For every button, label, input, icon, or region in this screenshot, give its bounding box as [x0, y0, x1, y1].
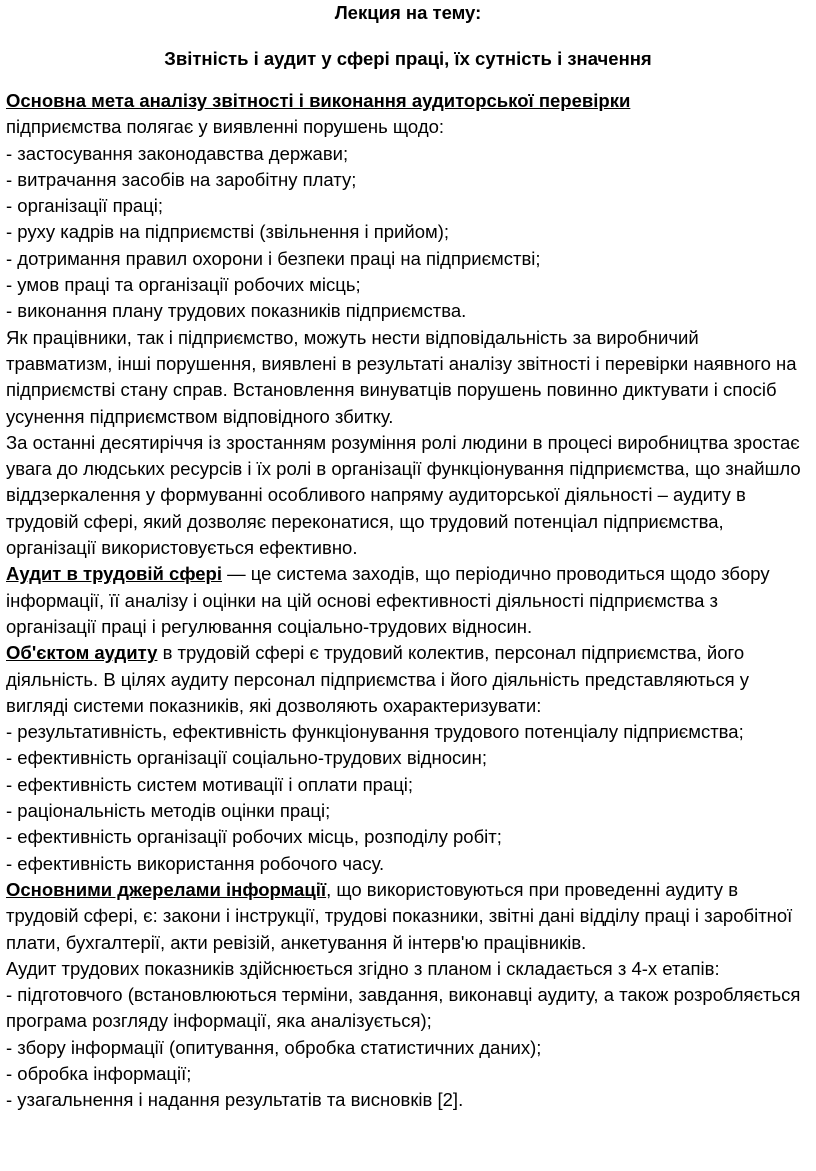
- list-item: - умов праці та організації робочих місць;: [6, 274, 361, 296]
- lecture-title: Лекция на тему:: [334, 2, 482, 23]
- term-info-sources: Основними джерелами інформації: [6, 878, 327, 900]
- info-sources-text: , що використовуються при проведенні аудиту в трудовій сфері, є: закони і інструкції, трудові показники, звітні дані відділу праці і заробітної плати, бухгалтерії, акти ревізій, анкетування й інтерв'ю працівників.: [6, 878, 793, 953]
- list-item: - підготовчого (встановлюються терміни, завдання, виконавці аудиту, а також розробляється програма розгляду інформації, яка аналізується);: [6, 984, 801, 1032]
- paragraph-human-resources: За останні десятиріччя із зростанням розуміння ролі людини в процесі виробництва зростає увага до людських ресурсів і їх ролі в організації функціонування підприємства, що знайшло віддзеркалення у формуванні особливого напряму аудиторської діяльності – аудиту в трудовій сфері, який дозволяє переконатися, що трудовий потенціал підприємства, організації використовується ефективно.: [6, 431, 801, 559]
- list-item: - руху кадрів на підприємстві (звільнення і прийом);: [6, 221, 450, 243]
- paragraph-audit-stages: Аудит трудових показників здійснюється згідно з планом і складається з 4-х етапів:: [6, 957, 720, 979]
- list-item: - виконання плану трудових показників підприємства.: [6, 300, 467, 322]
- list-item: - витрачання засобів на заробітну плату;: [6, 168, 357, 190]
- goal-intro: підприємства полягає у виявленні порушень щодо:: [6, 116, 445, 138]
- paragraph-audit-definition: [6, 561, 810, 640]
- list-item: - узагальнення і надання результатів та висновків [2].: [6, 1089, 464, 1111]
- audit-object-text: в трудовій сфері є трудовий колектив, персонал підприємства, його діяльність. В цілях аудиту персонал підприємства і його діяльність представляються у вигляді системи показників, які дозволяють охарактеризувати:: [6, 642, 749, 716]
- list-item: - раціональність методів оцінки праці;: [6, 800, 331, 822]
- list-item: - дотримання правил охорони і безпеки праці на підприємстві;: [6, 247, 541, 269]
- list-item: - ефективність організації робочих місць, розподілу робіт;: [6, 826, 502, 848]
- list-item: - ефективність використання робочого часу.: [6, 852, 385, 874]
- list-item: - застосування законодавства держави;: [6, 142, 349, 164]
- list-item: - обробка інформації;: [6, 1062, 192, 1084]
- section-heading-goal: [6, 88, 810, 114]
- goal-heading: Основна мета аналізу звітності і виконання аудиторської перевірки: [6, 90, 631, 111]
- lecture-subtitle: Звітність і аудит у сфері праці, їх сутність і значення: [164, 48, 652, 69]
- audit-definition-text: — це система заходів, що періодично проводиться щодо збору інформації, її аналізу і оцінки на цій основі ефективності діяльності підприємства з організації праці і регулювання соціально-трудових відносин.: [6, 563, 770, 637]
- list-item: - збору інформації (опитування, обробка статистичних даних);: [6, 1036, 542, 1058]
- list-item: - ефективність організації соціально-трудових відносин;: [6, 747, 487, 769]
- list-item: - ефективність систем мотивації і оплати праці;: [6, 773, 414, 795]
- document-body: [6, 88, 810, 1114]
- term-audit-object: Об'єктом аудиту: [6, 642, 158, 664]
- term-audit: Аудит в трудовій сфері: [6, 563, 222, 585]
- paragraph-info-sources: [6, 877, 810, 956]
- list-item: - результативність, ефективність функціонування трудового потенціалу підприємства;: [6, 721, 744, 743]
- list-item: - організації праці;: [6, 195, 164, 217]
- paragraph-audit-object: [6, 640, 810, 719]
- paragraph-responsibility: Як працівники, так і підприємство, можуть нести відповідальність за виробничий травматизм, інші порушення, виявлені в результаті аналізу звітності і перевірки наявного на підприємстві стану справ. Встановлення винуватців порушень повинно диктувати і спосіб усунення підприємством відповідного збитку.: [6, 326, 797, 427]
